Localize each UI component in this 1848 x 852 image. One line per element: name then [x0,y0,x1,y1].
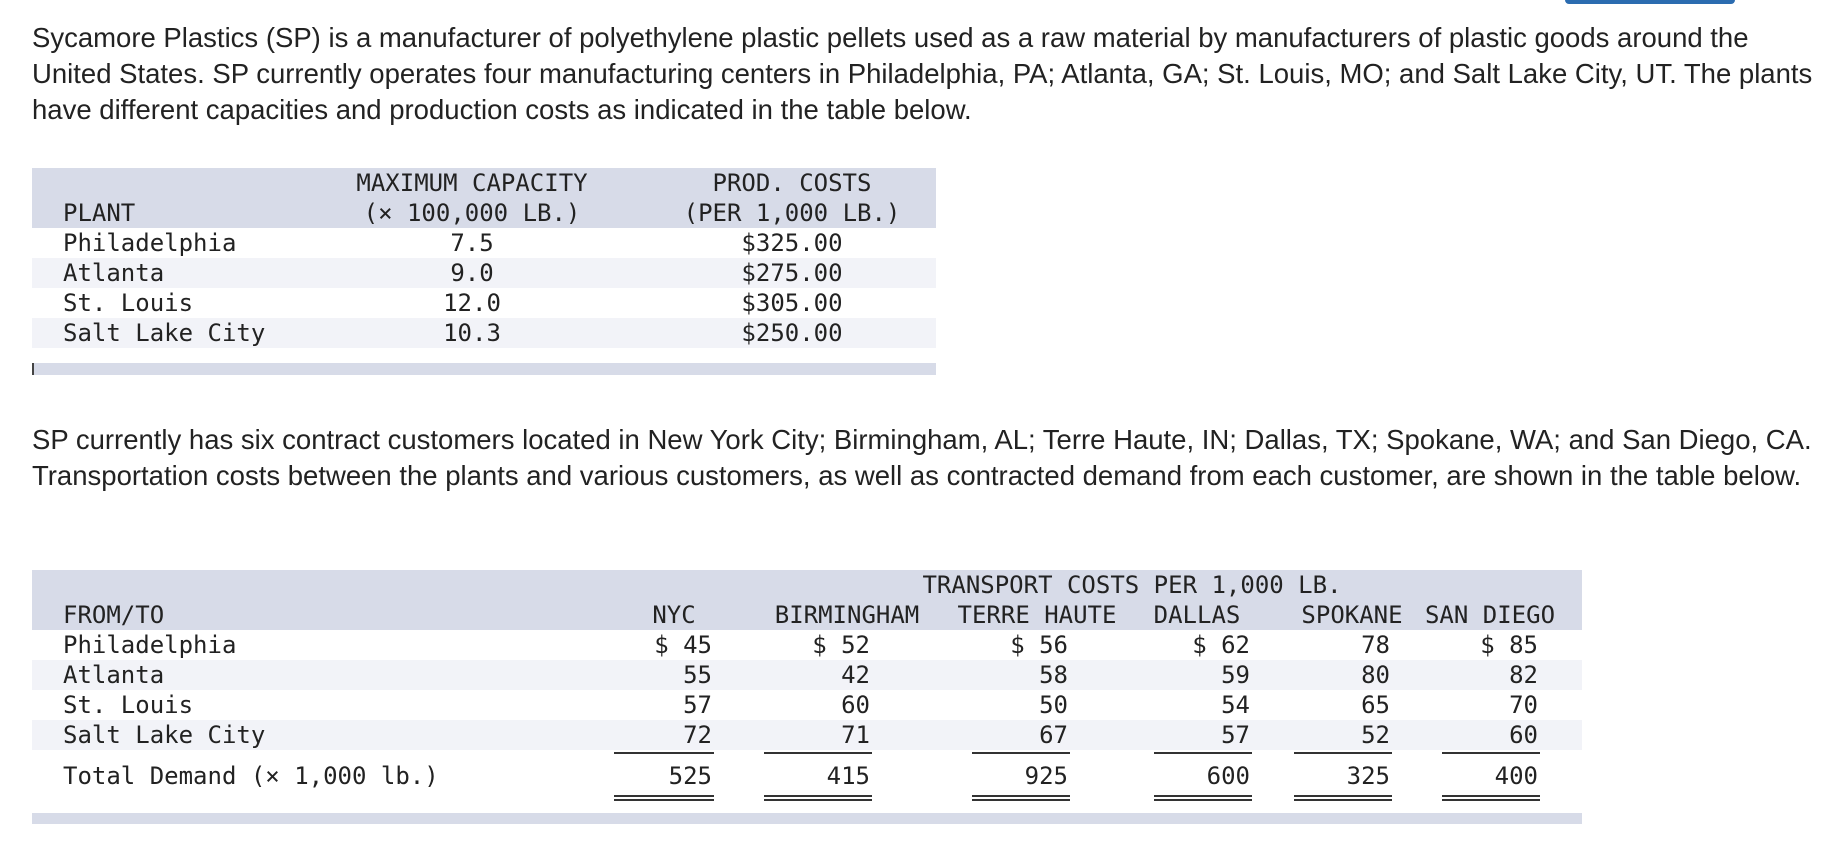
total-rule [972,752,1070,754]
cost-cell: 50 [1039,691,1068,719]
column-header-spokane: SPOKANE [1301,601,1403,629]
column-header-birmingham: BIRMINGHAM [774,601,920,629]
capacity-header-line1: MAXIMUM CAPACITY [356,169,588,197]
cost-cell: 42 [841,661,870,689]
total-rule [1442,752,1540,754]
column-header-terre-haute: TERRE HAUTE [957,601,1117,629]
cost-cell: 59 [1221,661,1250,689]
cost-cell: 60 [1509,721,1538,749]
total-demand-value: 925 [1024,762,1068,790]
from-to-header: FROM/TO [63,601,165,629]
transport-group-header: TRANSPORT COSTS PER 1,000 LB. [922,571,1342,599]
total-rule [614,752,714,754]
total-double-rule [614,795,714,801]
cost-cell: 52 [1361,721,1390,749]
from-plant: Philadelphia [63,631,237,659]
plant-capacity: 10.3 [443,319,501,347]
plant-table [32,168,936,378]
total-demand-value: 415 [826,762,870,790]
customers-paragraph: SP currently has six contract customers located in New York City; Birmingham, AL; Terre Haute, IN; Dallas, TX; Spokane, WA; and San Diego, CA. Transportation costs between the plants and various customers, as well as contracted demand from each customer, are shown in the table below. [32,424,1812,491]
total-demand-value: 400 [1494,762,1538,790]
plant-capacity: 7.5 [450,229,494,257]
transport-table [32,570,1582,832]
cost-cell: $ 45 [654,631,712,659]
cost-cell: 65 [1361,691,1390,719]
cost-header-line2: (PER 1,000 LB.) [683,199,901,227]
plant-capacity: 12.0 [443,289,501,317]
cost-cell: 57 [683,691,712,719]
cost-cell: $ 52 [812,631,870,659]
from-plant: Atlanta [63,661,165,689]
cost-cell: $ 85 [1480,631,1538,659]
from-plant: Salt Lake City [63,721,266,749]
plant-name: Salt Lake City [63,319,266,347]
column-header-nyc: NYC [652,601,696,629]
cost-cell: 80 [1361,661,1390,689]
cost-cell: 71 [841,721,870,749]
cost-cell: 82 [1509,661,1538,689]
plant-name: Philadelphia [63,229,237,257]
cost-cell: $ 56 [1010,631,1068,659]
total-double-rule [1294,795,1392,801]
total-double-rule [972,795,1070,801]
plant-capacity: 9.0 [450,259,494,287]
column-header-dallas: DALLAS [1153,601,1241,629]
cost-cell: 67 [1039,721,1068,749]
total-demand-label: Total Demand (× 1,000 lb.) [63,762,439,790]
cost-header-line1: PROD. COSTS [712,169,872,197]
total-demand-value: 600 [1206,762,1250,790]
capacity-header-line2: (× 100,000 LB.) [363,199,581,227]
cost-cell: 78 [1361,631,1390,659]
cost-cell: 72 [683,721,712,749]
cost-cell: 54 [1221,691,1250,719]
plant-cost: $275.00 [741,259,843,287]
column-header-san-diego: SAN DIEGO [1424,601,1556,629]
cost-cell: 70 [1509,691,1538,719]
intro-paragraph: Sycamore Plastics (SP) is a manufacturer of polyethylene plastic pellets used as a raw material by manufacturers of plastic goods around the United States. SP currently operates four manufacturing centers in Philadelphia, PA; Atlanta, GA; St. Louis, MO; and Salt Lake City, UT. The plants have different capacities and production costs as indicated in the table below. [32,22,1813,125]
total-rule [1154,752,1252,754]
total-demand-value: 525 [668,762,712,790]
total-rule [764,752,872,754]
cost-cell: 55 [683,661,712,689]
cost-cell: $ 62 [1192,631,1250,659]
plant-name: St. Louis [63,289,194,317]
plant-name: Atlanta [63,259,165,287]
top-right-button[interactable] [1565,0,1735,4]
total-rule [1294,752,1392,754]
total-double-rule [1154,795,1252,801]
cost-cell: 58 [1039,661,1068,689]
plant-cost: $250.00 [741,319,843,347]
cost-cell: 60 [841,691,870,719]
total-double-rule [1442,795,1540,801]
cost-cell: 57 [1221,721,1250,749]
plant-cost: $305.00 [741,289,843,317]
plant-cost: $325.00 [741,229,843,257]
total-demand-value: 325 [1346,762,1390,790]
total-double-rule [764,795,872,801]
from-plant: St. Louis [63,691,194,719]
plant-header: PLANT [63,199,136,227]
